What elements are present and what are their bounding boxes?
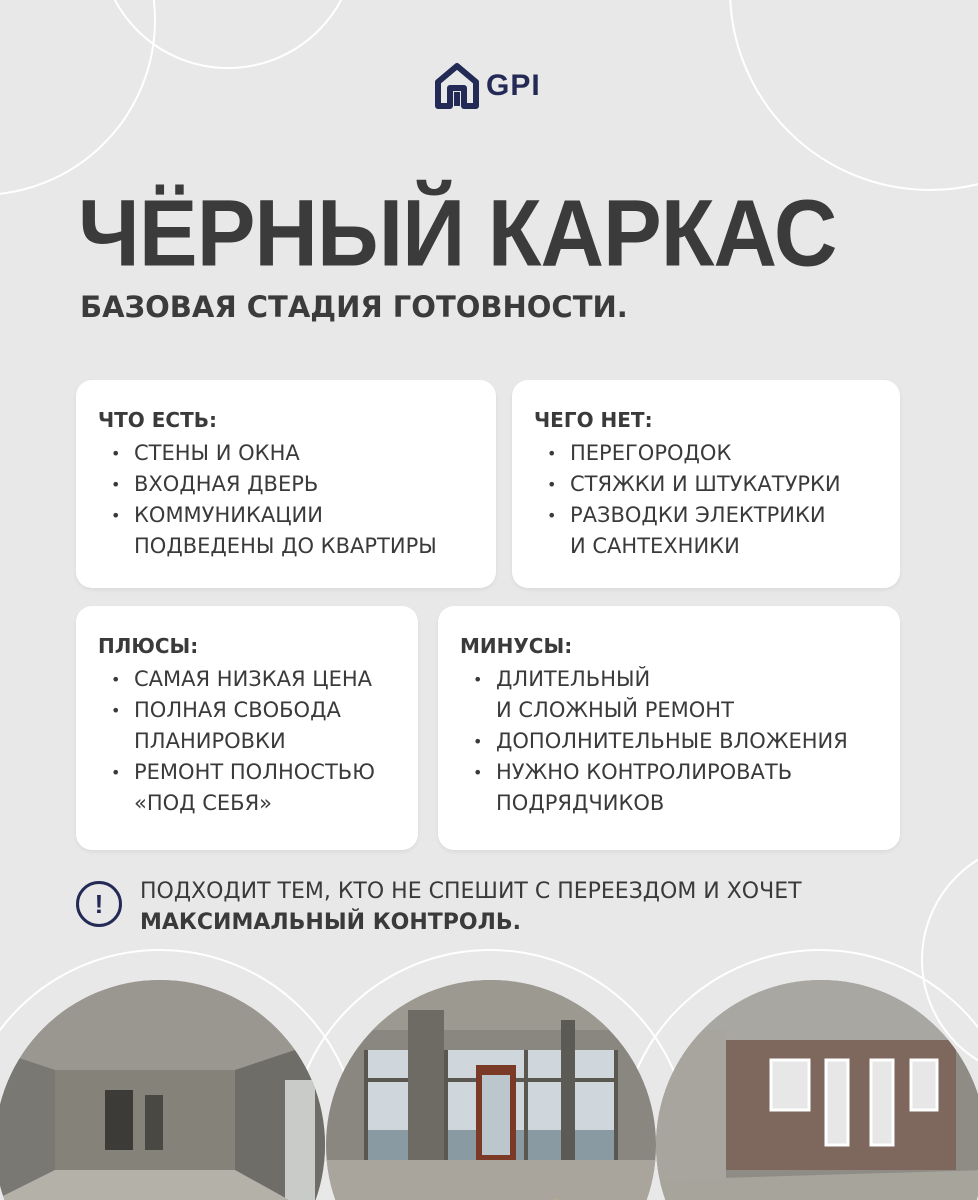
list-item: • ДОПОЛНИТЕЛЬНЫЕ ВЛОЖЕНИЯ — [460, 726, 900, 757]
interior-photo-1 — [0, 980, 325, 1200]
list-item: • РЕМОНТ ПОЛНОСТЬЮ «ПОД СЕБЯ» — [98, 757, 418, 819]
card-title: ЧЕГО НЕТ: — [534, 408, 653, 432]
interior-photo-3 — [656, 980, 978, 1200]
list-item: • ВХОДНАЯ ДВЕРЬ — [98, 469, 496, 500]
note-line: ПОДХОДИТ ТЕМ, КТО НЕ СПЕШИТ С ПЕРЕЕЗДОМ И ХОЧЕТ — [140, 879, 802, 904]
brand-name: GPI — [486, 69, 541, 102]
card-title: ПЛЮСЫ: — [98, 634, 199, 658]
page-subtitle: БАЗОВАЯ СТАДИЯ ГОТОВНОСТИ. — [80, 290, 628, 324]
card-list — [534, 438, 900, 562]
card-title: ЧТО ЕСТЬ: — [98, 408, 217, 432]
interior-photo-2 — [326, 980, 656, 1200]
list-item: • РАЗВОДКИ ЭЛЕКТРИКИ И САНТЕХНИКИ — [534, 500, 900, 562]
recommendation-note — [76, 876, 802, 938]
exclamation-icon: ! — [76, 881, 122, 927]
list-item: • САМАЯ НИЗКАЯ ЦЕНА — [98, 664, 418, 695]
card-title: МИНУСЫ: — [460, 634, 573, 658]
page-title: ЧЁРНЫЙ КАРКАС — [78, 179, 837, 286]
card-pros — [76, 606, 418, 850]
list-item: • ДЛИТЕЛЬНЫЙ И СЛОЖНЫЙ РЕМОНТ — [460, 664, 900, 726]
brand-logo — [434, 62, 541, 110]
card-cons — [438, 606, 900, 850]
card-list — [98, 438, 496, 562]
list-item: • ПЕРЕГОРОДОК — [534, 438, 900, 469]
card-list — [460, 664, 900, 819]
note-text — [140, 876, 802, 938]
list-item: • СТЯЖКИ И ШТУКАТУРКИ — [534, 469, 900, 500]
card-what-missing — [512, 380, 900, 588]
list-item: • СТЕНЫ И ОКНА — [98, 438, 496, 469]
note-emphasis: МАКСИМАЛЬНЫЙ КОНТРОЛЬ. — [140, 910, 522, 935]
list-item: • КОММУНИКАЦИИ ПОДВЕДЕНЫ ДО КВАРТИРЫ — [98, 500, 496, 562]
house-logo-icon — [434, 62, 480, 110]
card-what-exists — [76, 380, 496, 588]
list-item: • ПОЛНАЯ СВОБОДА ПЛАНИРОВКИ — [98, 695, 418, 757]
card-list — [98, 664, 418, 819]
list-item: • НУЖНО КОНТРОЛИРОВАТЬ ПОДРЯДЧИКОВ — [460, 757, 900, 819]
